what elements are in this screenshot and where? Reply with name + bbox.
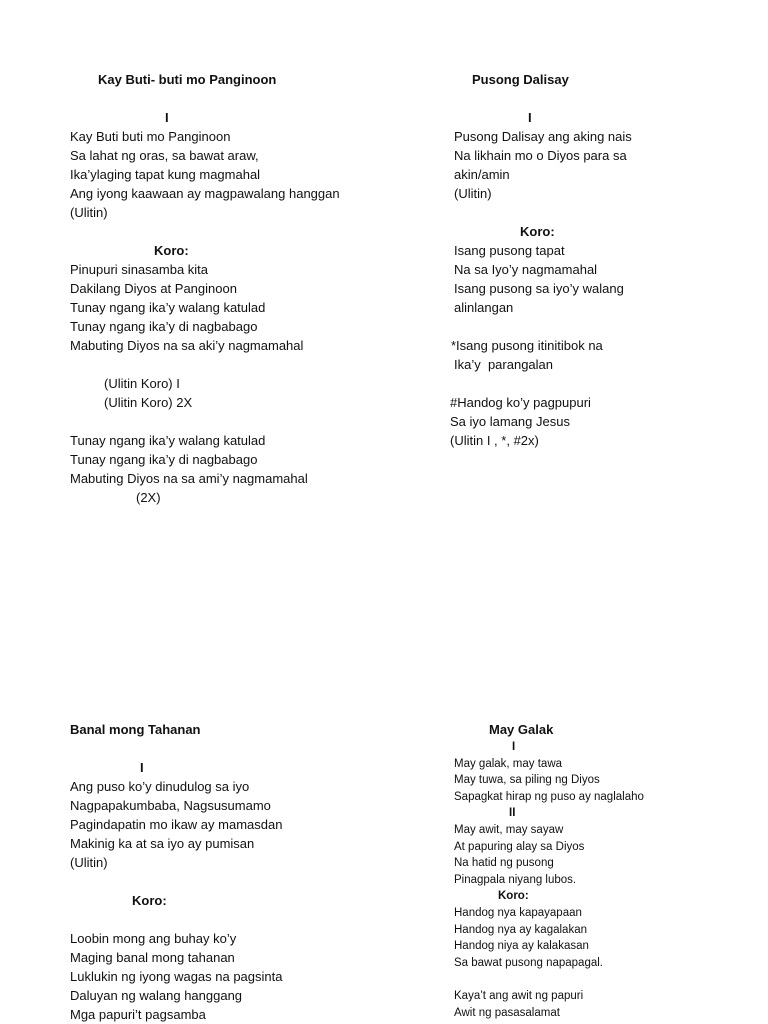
song-lyrics — [450, 108, 754, 450]
song-lyrics — [454, 739, 754, 1021]
section-label: Koro: — [498, 890, 529, 903]
song-pusong-dalisay — [450, 70, 754, 450]
lyric-line: akin/amin — [454, 167, 510, 182]
lyric-line — [70, 222, 400, 241]
lyric-line — [70, 910, 400, 929]
lyric-line: Ang iyong kaawaan ay magpawalang hanggan — [70, 186, 340, 201]
lyric-line: (Ulitin Koro) I — [104, 376, 180, 391]
lyric-line: Tunay ngang ika’y di nagbabago — [70, 452, 258, 467]
section-label: Koro: — [154, 243, 189, 258]
lyric-line: Pinupuri sinasamba kita — [70, 262, 209, 277]
lyric-line: Dakilang Diyos at Panginoon — [70, 281, 237, 296]
lyric-line — [70, 739, 400, 758]
song-title: Kay Buti- buti mo Panginoon — [98, 72, 277, 87]
song-banal-mong-tahanan — [70, 720, 400, 1024]
lyric-line — [454, 374, 754, 393]
lyric-line: May galak, may tawa — [454, 757, 563, 770]
lyric-line: Sa bawat pusong napapagal. — [454, 956, 603, 969]
lyric-line: Loobin mong ang buhay ko’y — [70, 931, 237, 946]
lyric-line: (Ulitin) — [70, 855, 108, 870]
song-lyrics — [70, 108, 400, 507]
lyric-line: Daluyan ng walang hanggang — [70, 988, 243, 1003]
lyric-line: (Ulitin) — [70, 205, 108, 220]
lyric-line: Ika’ylaging tapat kung magmahal — [70, 167, 261, 182]
lyric-line: Isang pusong sa iyo’y walang — [454, 281, 624, 296]
lyric-line — [454, 203, 754, 222]
lyric-line: Ika’y parangalan — [454, 357, 554, 372]
lyric-line: #Handog ko’y pagpupuri — [450, 395, 591, 410]
lyric-line: Handog nya kapayapaan — [454, 906, 582, 919]
section-label: Koro: — [520, 224, 555, 239]
lyric-line: (2X) — [136, 490, 161, 505]
lyric-line: (Ulitin) — [454, 186, 492, 201]
lyric-line — [70, 872, 400, 891]
lyric-line: Luklukin ng iyong wagas na pagsinta — [70, 969, 283, 984]
lyric-line: Tunay ngang ika’y di nagbabago — [70, 319, 258, 334]
lyric-line — [70, 412, 400, 431]
lyric-line: *Isang pusong itinitibok na — [451, 338, 603, 353]
lyric-line: Makinig ka at sa iyo ay pumisan — [70, 836, 255, 851]
lyric-line: Sa lahat ng oras, sa bawat araw, — [70, 148, 259, 163]
lyric-line: Mga papuri’t pagsamba — [70, 1007, 206, 1022]
lyric-line: Sa iyo lamang Jesus — [450, 414, 570, 429]
lyric-line: Sapagkat hirap ng puso ay naglalaho — [454, 790, 644, 803]
lyric-line: Pinagpala niyang lubos. — [454, 873, 577, 886]
song-kay-buti — [70, 70, 400, 507]
lyric-line: Na likhain mo o Diyos para sa — [454, 148, 627, 163]
lyric-line: (Ulitin I , *, #2x) — [450, 433, 539, 448]
lyric-line: Pagindapatin mo ikaw ay mamasdan — [70, 817, 283, 832]
lyric-line: At papuring alay sa Diyos — [454, 840, 585, 853]
lyric-line: Kaya’t ang awit ng papuri — [454, 989, 584, 1002]
lyric-line: May tuwa, sa piling ng Diyos — [454, 774, 600, 787]
lyric-line: alinlangan — [454, 300, 514, 315]
lyric-line: Handog nya ay kagalakan — [454, 923, 587, 936]
section-label: I — [528, 110, 532, 125]
section-label: I — [512, 741, 516, 753]
lyric-line: Tunay ngang ika’y walang katulad — [70, 300, 266, 315]
lyric-line: Tunay ngang ika’y walang katulad — [70, 433, 266, 448]
lyric-line — [454, 317, 754, 336]
lyric-line: Mabuting Diyos na sa ami’y nagmamahal — [70, 471, 308, 486]
song-may-galak — [454, 720, 754, 1021]
lyric-line: Na hatid ng pusong — [454, 857, 554, 870]
song-title: Banal mong Tahanan — [70, 722, 201, 737]
song-lyrics — [70, 739, 400, 1024]
lyric-line: Awit ng pasasalamat — [454, 1006, 560, 1019]
lyric-line: Ang puso ko’y dinudulog sa iyo — [70, 779, 250, 794]
lyric-line — [70, 355, 400, 374]
lyric-line: (Ulitin Koro) 2X — [104, 395, 193, 410]
lyric-line: Na sa Iyo’y nagmamahal — [454, 262, 598, 277]
song-title: Pusong Dalisay — [472, 72, 569, 87]
lyric-line: Pusong Dalisay ang aking nais — [454, 129, 632, 144]
section-label: Koro: — [132, 893, 167, 908]
lyric-line: May awit, may sayaw — [454, 823, 564, 836]
song-title: May Galak — [489, 722, 554, 737]
lyric-line: Handog niya ay kalakasan — [454, 940, 589, 953]
lyric-line: Maging banal mong tahanan — [70, 950, 235, 965]
section-label: I — [165, 110, 169, 125]
lyric-line: Nagpapakumbaba, Nagsusumamo — [70, 798, 271, 813]
section-label: I — [140, 760, 144, 775]
lyric-line: Kay Buti buti mo Panginoon — [70, 129, 231, 144]
section-label: II — [509, 807, 516, 820]
lyric-line: Mabuting Diyos na sa aki’y nagmamahal — [70, 338, 304, 353]
lyric-line: Isang pusong tapat — [454, 243, 565, 258]
lyric-line — [454, 971, 754, 988]
